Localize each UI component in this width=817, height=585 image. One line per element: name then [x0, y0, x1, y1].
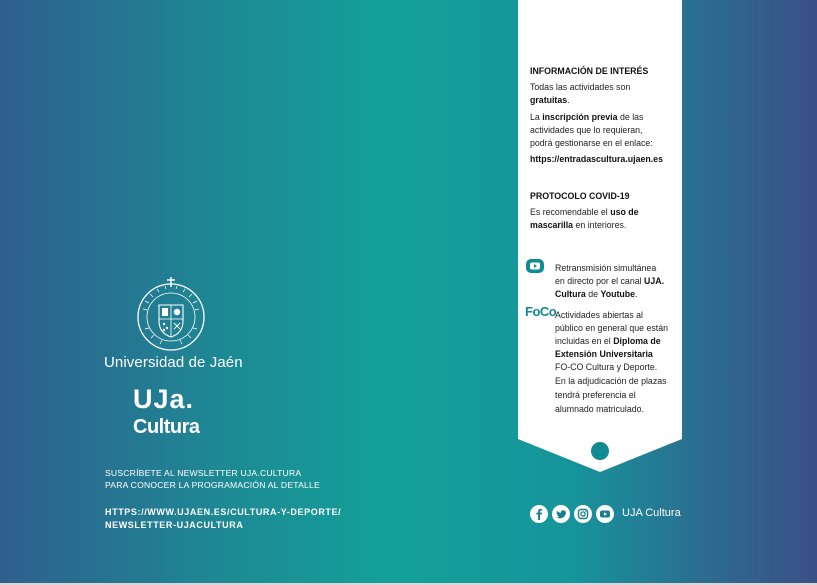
- newsletter-line-1: SUSCRÍBETE AL NEWSLETTER UJA.CULTURA: [105, 468, 302, 478]
- stream-line-2: en directo por el canal UJA.: [555, 276, 665, 286]
- newsletter-url-line-2[interactable]: NEWSLETTER-UJACULTURA: [105, 520, 244, 530]
- newsletter-line-2: PARA CONOCER LA PROGRAMACIÓN AL DETALLE: [105, 480, 320, 490]
- foco-line-1: Actividades abiertas al: [555, 310, 644, 320]
- registration-line-2: actividades que lo requieran,: [530, 125, 643, 135]
- instagram-icon[interactable]: [574, 505, 592, 523]
- stream-line-3: Cultura de Youtube.: [555, 289, 638, 299]
- free-line-1: Todas las actividades son: [530, 82, 631, 92]
- covid-heading: PROTOCOLO COVID-19: [530, 191, 630, 201]
- uja-cultura-wordmark: Cultura: [133, 416, 200, 438]
- foco-line-2: público en general que están: [555, 323, 668, 333]
- covid-line-1: Es recomendable el uso de: [530, 207, 639, 217]
- twitter-icon[interactable]: [552, 505, 570, 523]
- university-name: Universidad de Jaén: [104, 354, 243, 371]
- social-handle: UJA Cultura: [622, 507, 681, 519]
- registration-line-3: podrá gestionarse en el enlace:: [530, 138, 653, 148]
- foco-line-6: En la adjudicación de plazas: [555, 376, 667, 386]
- foco-line-4: Extensión Universitaria: [555, 349, 653, 359]
- youtube-channel-icon: [526, 259, 544, 273]
- facebook-icon[interactable]: [530, 505, 548, 523]
- free-line-2: gratuitas.: [530, 95, 570, 105]
- covid-line-2: mascarilla en interiores.: [530, 220, 627, 230]
- panel-dot-decoration: [591, 442, 609, 460]
- stream-line-1: Retransmisión simultánea: [555, 263, 657, 273]
- foco-line-8: alumnado matriculado.: [555, 404, 644, 414]
- foco-logo: FoCo: [525, 304, 557, 319]
- info-heading: INFORMACIÓN DE INTERÉS: [530, 66, 649, 76]
- foco-line-7: tendrá preferencia el: [555, 390, 636, 400]
- foco-line-5: FO-CO Cultura y Deporte.: [555, 362, 658, 372]
- newsletter-link[interactable]: [105, 506, 341, 532]
- youtube-icon[interactable]: [596, 505, 614, 523]
- registration-link[interactable]: https://entradascultura.ujaen.es: [530, 154, 663, 164]
- university-seal-logo: [133, 277, 209, 353]
- foco-line-3: incluidas en el Diploma de: [555, 336, 661, 346]
- newsletter-url-line-1[interactable]: HTTPS://WWW.UJAEN.ES/CULTURA-Y-DEPORTE/: [105, 507, 342, 517]
- registration-line-1: La inscripción previa de las: [530, 112, 644, 122]
- uja-logo-wordmark: UJa.: [133, 384, 195, 414]
- newsletter-invitation: [105, 467, 320, 491]
